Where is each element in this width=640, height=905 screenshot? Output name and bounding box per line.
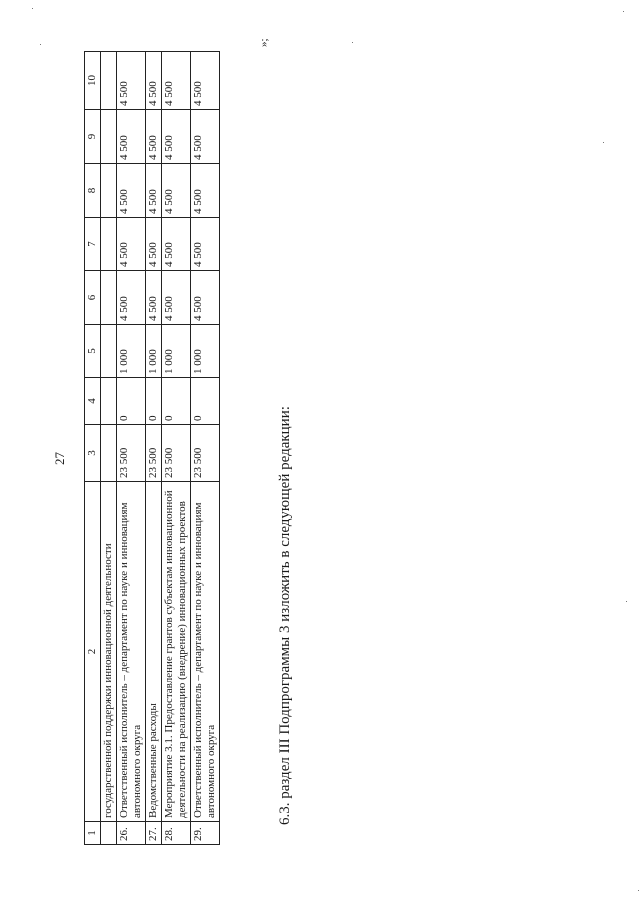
- row-value: 0: [191, 378, 220, 425]
- column-number-row: [85, 52, 101, 845]
- row-value: [101, 110, 117, 164]
- row-name: Ответственный исполнитель – департамент по науке и инновациям автономного округа: [117, 482, 146, 822]
- column-number: 10: [85, 52, 101, 110]
- row-value: 1 000: [162, 325, 191, 378]
- column-number: 9: [85, 110, 101, 164]
- amendment-instruction: 6.3. раздел III Подпрограммы 3 изложить в следующей редакции:: [277, 406, 293, 825]
- row-value: 23 500: [146, 425, 162, 482]
- row-index: 28.: [162, 822, 191, 845]
- row-value: 0: [146, 378, 162, 425]
- row-value: 4 500: [162, 164, 191, 218]
- row-value: 4 500: [146, 164, 162, 218]
- closing-quote-mark: »;: [258, 38, 270, 47]
- row-value: 23 500: [191, 425, 220, 482]
- scan-speck: [603, 142, 604, 143]
- column-number: 2: [85, 482, 101, 822]
- row-value: 4 500: [191, 110, 220, 164]
- column-number: 5: [85, 325, 101, 378]
- row-value: [101, 378, 117, 425]
- row-value: 4 500: [146, 271, 162, 325]
- column-number: 8: [85, 164, 101, 218]
- table-row: [146, 52, 162, 845]
- row-name: государственной поддержки инновационной деятельности: [101, 482, 117, 822]
- column-number: 3: [85, 425, 101, 482]
- row-value: [101, 52, 117, 110]
- table-row: [117, 52, 146, 845]
- row-index: 27.: [146, 822, 162, 845]
- row-value: 4 500: [117, 164, 146, 218]
- column-number: 6: [85, 271, 101, 325]
- row-name: Мероприятие 3.1. Предоставление грантов субъектам инновационной деятельности на реализацию (внедрение) инновационных проектов: [162, 482, 191, 822]
- row-name: Ведомственные расходы: [146, 482, 162, 822]
- row-value: [101, 425, 117, 482]
- row-value: 4 500: [162, 271, 191, 325]
- row-index: [101, 822, 117, 845]
- table-row: [191, 52, 220, 845]
- column-number: 1: [85, 822, 101, 845]
- row-index: 26.: [117, 822, 146, 845]
- scan-speck: [32, 8, 33, 9]
- row-value: 4 500: [146, 218, 162, 271]
- row-value: 4 500: [191, 52, 220, 110]
- scan-speck: [623, 11, 624, 12]
- scan-speck: [352, 42, 353, 43]
- row-value: 1 000: [191, 325, 220, 378]
- row-value: 1 000: [117, 325, 146, 378]
- row-value: 4 500: [191, 164, 220, 218]
- row-value: 0: [162, 378, 191, 425]
- scan-speck: [40, 44, 41, 45]
- row-index: 29.: [191, 822, 220, 845]
- row-value: [101, 164, 117, 218]
- scan-speck: [626, 601, 627, 602]
- table-row: [162, 52, 191, 845]
- row-value: 4 500: [117, 52, 146, 110]
- funding-table: [84, 51, 220, 845]
- row-value: 4 500: [117, 271, 146, 325]
- row-value: 4 500: [117, 218, 146, 271]
- row-value: 23 500: [162, 425, 191, 482]
- row-value: [101, 271, 117, 325]
- page-number: 27: [52, 452, 67, 465]
- row-value: 4 500: [162, 110, 191, 164]
- table-row: [101, 52, 117, 845]
- row-value: 4 500: [117, 110, 146, 164]
- row-value: 4 500: [162, 218, 191, 271]
- row-value: 1 000: [146, 325, 162, 378]
- row-value: 4 500: [191, 218, 220, 271]
- row-value: [101, 218, 117, 271]
- row-value: 4 500: [146, 110, 162, 164]
- row-value: [101, 325, 117, 378]
- column-number: 4: [85, 378, 101, 425]
- row-value: 23 500: [117, 425, 146, 482]
- row-name: Ответственный исполнитель – департамент по науке и инновациям автономного округа: [191, 482, 220, 822]
- scan-speck: [638, 890, 639, 891]
- row-value: 4 500: [146, 52, 162, 110]
- row-value: 4 500: [162, 52, 191, 110]
- column-number: 7: [85, 218, 101, 271]
- row-value: 0: [117, 378, 146, 425]
- row-value: 4 500: [191, 271, 220, 325]
